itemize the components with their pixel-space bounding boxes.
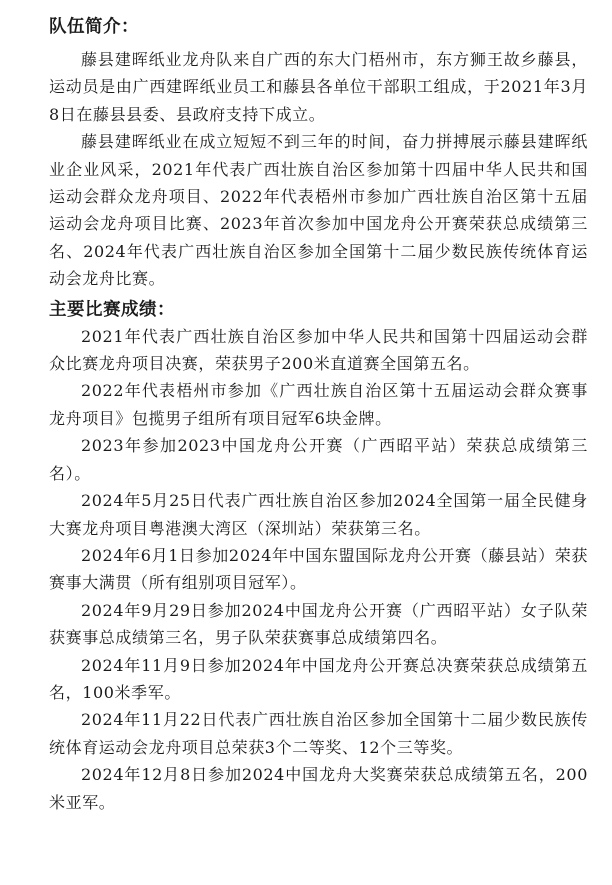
achievement-item: 2024年12月8日参加2024中国龙舟大奖赛荣获总成绩第五名，200米亚军。 bbox=[49, 765, 588, 812]
achievement-item: 2024年5月25日代表广西壮族自治区参加2024全国第一届全民健身大赛龙舟项目粤港澳大湾区（深圳站）荣获第三名。 bbox=[49, 491, 588, 538]
achievement-item: 2024年6月1日参加2024年中国东盟国际龙舟公开赛（藤县站）荣获赛事大满贯（所有组别项目冠军）。 bbox=[49, 545, 588, 593]
achievement-item: 2024年11月9日参加2024年中国龙舟公开赛总决赛荣获总成绩第五名，100米季军。 bbox=[49, 655, 588, 702]
achievement-item: 2024年9月29日参加2024中国龙舟公开赛（广西昭平站）女子队荣获赛事总成绩第三名，男子队荣获赛事总成绩第四名。 bbox=[49, 600, 588, 648]
team-intro-paragraph: 藤县建晖纸业龙舟队来自广西的东大门梧州市，东方狮王故乡藤县，运动员是由广西建晖纸业员工和藤县各单位干部职工组成，于2021年3月8日在藤县县委、县政府支持下成立。 bbox=[49, 50, 588, 124]
achievements-section bbox=[49, 323, 588, 816]
achievement-item: 2021年代表广西壮族自治区参加中华人民共和国第十四届运动会群众比赛龙舟项目决赛，荣获男子200米直道赛全国第五名。 bbox=[49, 326, 588, 374]
achievement-item: 2023年参加2023中国龙舟公开赛（广西昭平站）荣获总成绩第三名）。 bbox=[49, 436, 588, 483]
achievements-heading: 主要比赛成绩： bbox=[49, 299, 175, 320]
achievement-item: 2024年11月22日代表广西壮族自治区参加全国第十二届少数民族传统体育运动会龙舟项目总荣获3个二等奖、12个三等奖。 bbox=[49, 710, 588, 757]
team-intro-section bbox=[49, 46, 588, 293]
team-intro-paragraph: 藤县建晖纸业在成立短短不到三年的时间，奋力拼搏展示藤县建晖纸业企业风采，2021年代表广西壮族自治区参加第十四届中华人民共和国运动会群众龙舟项目、2022年代表梧州市参加广西壮族自治区第十五届运动会龙舟项目比赛、2023年首次参加中国龙舟公开赛荣获总成绩第三名、2024年代表广西壮族自治区参加全国第十二届少数民族传统体育运动会龙舟比赛。 bbox=[49, 132, 588, 289]
team-intro-heading: 队伍简介： bbox=[49, 17, 139, 37]
achievement-item: 2022年代表梧州市参加《广西壮族自治区第十五届运动会群众赛事龙舟项目》包揽男子组所有项目冠军6块金牌。 bbox=[49, 381, 588, 428]
